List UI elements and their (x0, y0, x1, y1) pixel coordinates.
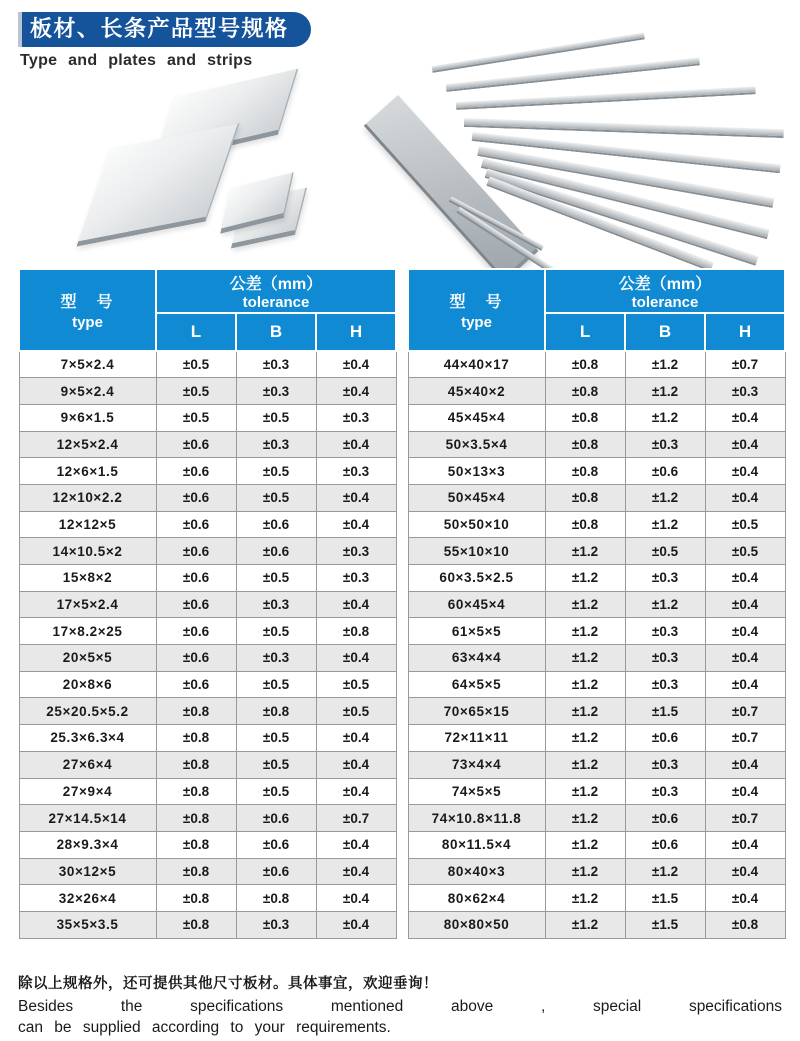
metal-plate-illustration (76, 123, 239, 246)
tolerance-cell: ±1.5 (625, 885, 705, 912)
tolerance-cell: ±0.6 (156, 431, 236, 458)
tolerance-cell: ±0.8 (545, 511, 625, 538)
page-title: 板材、长条产品型号规格 (30, 16, 289, 41)
table-row (19, 778, 396, 805)
type-cell: 60×3.5×2.5 (408, 565, 545, 592)
metal-strip-illustration (464, 118, 784, 138)
type-cell: 80×80×50 (408, 911, 545, 938)
type-cell: 44×40×17 (408, 351, 545, 378)
tolerance-cell: ±1.2 (545, 538, 625, 565)
tolerance-cell: ±0.8 (156, 725, 236, 752)
tolerance-cell: ±0.3 (236, 431, 316, 458)
tolerance-cell: ±0.6 (156, 591, 236, 618)
tolerance-cell: ±0.4 (316, 911, 396, 938)
col-header-B: B (236, 313, 316, 351)
tolerance-cell: ±0.4 (705, 778, 785, 805)
tolerance-cell: ±0.6 (236, 538, 316, 565)
tolerance-cell: ±0.4 (705, 565, 785, 592)
tolerance-cell: ±0.4 (705, 484, 785, 511)
table-row (408, 645, 785, 672)
tolerance-cell: ±0.4 (316, 378, 396, 405)
tolerance-cell: ±1.2 (545, 805, 625, 832)
tolerance-cell: ±1.2 (625, 858, 705, 885)
col-header-L: L (156, 313, 236, 351)
type-cell: 28×9.3×4 (19, 831, 156, 858)
table-row (19, 351, 396, 378)
type-cell: 30×12×5 (19, 858, 156, 885)
tolerance-cell: ±0.8 (545, 458, 625, 485)
tolerance-cell: ±0.3 (316, 565, 396, 592)
tolerance-cell: ±0.8 (156, 831, 236, 858)
type-cell: 80×40×3 (408, 858, 545, 885)
type-cell: 45×45×4 (408, 404, 545, 431)
tolerance-cell: ±0.8 (705, 911, 785, 938)
tolerance-cell: ±0.8 (156, 885, 236, 912)
type-cell: 12×5×2.4 (19, 431, 156, 458)
tolerance-cell: ±0.8 (156, 751, 236, 778)
tolerance-cell: ±0.8 (545, 431, 625, 458)
tolerance-cell: ±1.2 (545, 618, 625, 645)
tolerance-cell: ±0.7 (316, 805, 396, 832)
type-cell: 7×5×2.4 (19, 351, 156, 378)
tolerance-cell: ±0.3 (625, 778, 705, 805)
type-cell: 80×11.5×4 (408, 831, 545, 858)
tolerance-cell: ±0.4 (316, 725, 396, 752)
type-cell: 15×8×2 (19, 565, 156, 592)
type-label-en: type (461, 314, 492, 331)
tolerance-cell: ±0.6 (625, 831, 705, 858)
table-row (19, 698, 396, 725)
type-cell: 80×62×4 (408, 885, 545, 912)
type-cell: 25×20.5×5.2 (19, 698, 156, 725)
table-row (408, 751, 785, 778)
tolerance-cell: ±0.5 (236, 725, 316, 752)
tolerance-cell: ±0.3 (625, 618, 705, 645)
tolerance-cell: ±0.8 (236, 698, 316, 725)
tolerance-cell: ±0.5 (236, 671, 316, 698)
tolerance-cell: ±0.3 (236, 911, 316, 938)
table-row (19, 645, 396, 672)
table-row (408, 484, 785, 511)
table-row (19, 565, 396, 592)
type-cell: 17×5×2.4 (19, 591, 156, 618)
tolerance-cell: ±1.5 (625, 911, 705, 938)
tolerance-cell: ±0.3 (236, 645, 316, 672)
tolerance-cell: ±1.2 (545, 885, 625, 912)
col-header-H: H (705, 313, 785, 351)
tolerance-cell: ±0.3 (625, 431, 705, 458)
table-row (408, 885, 785, 912)
tolerance-cell: ±0.6 (625, 725, 705, 752)
type-cell: 20×8×6 (19, 671, 156, 698)
tolerance-cell: ±1.2 (625, 351, 705, 378)
tolerance-cell: ±0.5 (236, 458, 316, 485)
tolerance-cell: ±0.3 (236, 351, 316, 378)
spec-table-right (407, 268, 786, 939)
tolerance-cell: ±1.2 (545, 858, 625, 885)
tolerance-cell: ±0.6 (236, 858, 316, 885)
tolerance-cell: ±0.4 (316, 858, 396, 885)
type-cell: 74×5×5 (408, 778, 545, 805)
table-row (19, 911, 396, 938)
tolerance-cell: ±0.6 (156, 484, 236, 511)
col-header-H: H (316, 313, 396, 351)
tolerance-cell: ±0.8 (156, 858, 236, 885)
tolerance-cell: ±0.5 (236, 404, 316, 431)
type-column-header (408, 269, 545, 351)
footer-note-en-line2: can be supplied according to your requirements. (18, 1019, 391, 1036)
type-cell: 12×6×1.5 (19, 458, 156, 485)
table-row (408, 404, 785, 431)
col-header-B: B (625, 313, 705, 351)
tolerance-cell: ±0.6 (236, 805, 316, 832)
spec-tables (18, 268, 782, 939)
type-cell: 27×6×4 (19, 751, 156, 778)
tolerance-column-header (156, 269, 396, 313)
tolerance-cell: ±0.4 (316, 885, 396, 912)
type-cell: 73×4×4 (408, 751, 545, 778)
tolerance-cell: ±0.3 (625, 671, 705, 698)
tolerance-cell: ±0.6 (156, 618, 236, 645)
type-cell: 72×11×11 (408, 725, 545, 752)
tolerance-cell: ±0.6 (156, 538, 236, 565)
type-cell: 50×3.5×4 (408, 431, 545, 458)
tolerance-cell: ±0.4 (705, 671, 785, 698)
type-label-cn: 型 号 (449, 294, 504, 311)
tolerance-cell: ±1.2 (545, 911, 625, 938)
tolerance-cell: ±0.4 (316, 511, 396, 538)
type-label-cn: 型 号 (60, 294, 115, 311)
tolerance-cell: ±0.4 (705, 645, 785, 672)
table-row (408, 831, 785, 858)
table-row (19, 378, 396, 405)
tolerance-label-en: tolerance (631, 294, 699, 311)
tolerance-cell: ±0.6 (625, 458, 705, 485)
tolerance-cell: ±0.5 (236, 484, 316, 511)
tolerance-cell: ±0.4 (705, 831, 785, 858)
tolerance-cell: ±0.4 (705, 458, 785, 485)
table-row (19, 858, 396, 885)
table-row (19, 831, 396, 858)
type-cell: 50×13×3 (408, 458, 545, 485)
type-cell: 74×10.8×11.8 (408, 805, 545, 832)
tolerance-cell: ±0.5 (705, 511, 785, 538)
table-row (408, 591, 785, 618)
tolerance-cell: ±0.4 (316, 831, 396, 858)
tolerance-cell: ±0.4 (705, 858, 785, 885)
table-row (408, 725, 785, 752)
type-cell: 9×5×2.4 (19, 378, 156, 405)
table-row (19, 618, 396, 645)
table-row (408, 458, 785, 485)
tolerance-cell: ±0.5 (236, 618, 316, 645)
tolerance-cell: ±0.5 (156, 404, 236, 431)
table-row (408, 671, 785, 698)
tolerance-cell: ±0.5 (316, 698, 396, 725)
tolerance-cell: ±0.7 (705, 351, 785, 378)
footer-note (18, 972, 782, 1038)
table-row (19, 751, 396, 778)
type-cell: 50×45×4 (408, 484, 545, 511)
tolerance-cell: ±0.3 (625, 565, 705, 592)
tolerance-cell: ±0.4 (316, 778, 396, 805)
tolerance-cell: ±0.5 (625, 538, 705, 565)
tolerance-cell: ±0.4 (316, 351, 396, 378)
tolerance-cell: ±0.8 (156, 911, 236, 938)
table-row (408, 778, 785, 805)
table-row (408, 538, 785, 565)
type-cell: 27×9×4 (19, 778, 156, 805)
tolerance-cell: ±0.8 (545, 404, 625, 431)
table-row (19, 671, 396, 698)
table-row (408, 351, 785, 378)
tolerance-cell: ±0.8 (545, 484, 625, 511)
tolerance-cell: ±0.5 (156, 351, 236, 378)
tolerance-cell: ±0.3 (236, 591, 316, 618)
tolerance-cell: ±0.4 (316, 591, 396, 618)
tolerance-cell: ±0.3 (316, 458, 396, 485)
tolerance-cell: ±0.8 (545, 378, 625, 405)
tolerance-cell: ±0.6 (156, 645, 236, 672)
tolerance-cell: ±0.4 (316, 431, 396, 458)
type-cell: 25.3×6.3×4 (19, 725, 156, 752)
tolerance-cell: ±1.2 (545, 671, 625, 698)
tolerance-cell: ±0.8 (316, 618, 396, 645)
tolerance-cell: ±0.4 (316, 484, 396, 511)
page-subtitle: Type and plates and strips (20, 52, 253, 69)
table-row (408, 378, 785, 405)
type-label-en: type (72, 314, 103, 331)
page-title-bar (18, 12, 311, 47)
tolerance-cell: ±0.6 (156, 565, 236, 592)
table-row (19, 458, 396, 485)
type-cell: 64×5×5 (408, 671, 545, 698)
table-header (408, 269, 785, 351)
type-cell: 63×4×4 (408, 645, 545, 672)
tolerance-label-cn: 公差（mm） (618, 276, 712, 293)
table-row (408, 858, 785, 885)
type-cell: 20×5×5 (19, 645, 156, 672)
col-header-L: L (545, 313, 625, 351)
tolerance-cell: ±1.2 (545, 698, 625, 725)
tolerance-cell: ±0.5 (316, 671, 396, 698)
type-cell: 17×8.2×25 (19, 618, 156, 645)
tolerance-cell: ±0.8 (156, 805, 236, 832)
spec-table-body (19, 351, 396, 938)
table-row (408, 805, 785, 832)
tolerance-cell: ±1.2 (545, 831, 625, 858)
tolerance-cell: ±1.5 (625, 698, 705, 725)
tolerance-label-en: tolerance (242, 294, 310, 311)
table-row (19, 511, 396, 538)
tolerance-cell: ±1.2 (545, 778, 625, 805)
tolerance-cell: ±0.5 (236, 751, 316, 778)
table-row (19, 805, 396, 832)
tolerance-cell: ±0.4 (316, 751, 396, 778)
tolerance-cell: ±1.2 (625, 404, 705, 431)
tolerance-cell: ±0.3 (625, 751, 705, 778)
tolerance-cell: ±0.8 (156, 778, 236, 805)
tolerance-label-cn: 公差（mm） (229, 276, 323, 293)
type-cell: 55×10×10 (408, 538, 545, 565)
type-cell: 35×5×3.5 (19, 911, 156, 938)
type-cell: 70×65×15 (408, 698, 545, 725)
table-row (408, 431, 785, 458)
tolerance-cell: ±1.2 (625, 511, 705, 538)
tolerance-cell: ±0.5 (236, 778, 316, 805)
table-row (19, 404, 396, 431)
tolerance-cell: ±0.3 (316, 404, 396, 431)
tolerance-cell: ±1.2 (625, 591, 705, 618)
tolerance-cell: ±1.2 (545, 565, 625, 592)
spec-table-left (18, 268, 397, 939)
tolerance-cell: ±0.3 (236, 378, 316, 405)
type-cell: 27×14.5×14 (19, 805, 156, 832)
tolerance-column-header (545, 269, 785, 313)
tolerance-cell: ±0.3 (705, 378, 785, 405)
tolerance-cell: ±1.2 (625, 484, 705, 511)
tolerance-cell: ±0.5 (156, 378, 236, 405)
table-row (408, 618, 785, 645)
tolerance-cell: ±0.6 (156, 671, 236, 698)
tolerance-cell: ±0.6 (236, 511, 316, 538)
table-row (408, 911, 785, 938)
tolerance-cell: ±0.6 (156, 511, 236, 538)
type-cell: 60×45×4 (408, 591, 545, 618)
table-row (408, 565, 785, 592)
footer-note-en-line1: Besides the specifications mentioned above , special specifications (18, 998, 782, 1015)
tolerance-cell: ±1.2 (545, 591, 625, 618)
tolerance-cell: ±0.4 (705, 751, 785, 778)
table-header (19, 269, 396, 351)
metal-strip-illustration (456, 86, 756, 110)
table-row (19, 538, 396, 565)
tolerance-cell: ±0.6 (625, 805, 705, 832)
table-row (19, 725, 396, 752)
tolerance-cell: ±0.8 (236, 885, 316, 912)
type-cell: 12×10×2.2 (19, 484, 156, 511)
tolerance-cell: ±0.3 (316, 538, 396, 565)
tolerance-cell: ±0.4 (705, 431, 785, 458)
type-cell: 50×50×10 (408, 511, 545, 538)
tolerance-cell: ±0.6 (236, 831, 316, 858)
type-cell: 12×12×5 (19, 511, 156, 538)
tolerance-cell: ±0.5 (705, 538, 785, 565)
type-cell: 45×40×2 (408, 378, 545, 405)
footer-note-cn: 除以上规格外，还可提供其他尺寸板材。具体事宜，欢迎垂询！ (18, 976, 438, 992)
type-cell: 32×26×4 (19, 885, 156, 912)
tolerance-cell: ±1.2 (545, 645, 625, 672)
type-cell: 61×5×5 (408, 618, 545, 645)
spec-table-body (408, 351, 785, 938)
table-row (19, 431, 396, 458)
table-row (19, 885, 396, 912)
tolerance-cell: ±1.2 (625, 378, 705, 405)
tolerance-cell: ±0.4 (316, 645, 396, 672)
tolerance-cell: ±0.7 (705, 805, 785, 832)
tolerance-cell: ±0.6 (156, 458, 236, 485)
tolerance-cell: ±0.3 (625, 645, 705, 672)
tolerance-cell: ±1.2 (545, 751, 625, 778)
table-row (408, 698, 785, 725)
tolerance-cell: ±0.4 (705, 591, 785, 618)
tolerance-cell: ±1.2 (545, 725, 625, 752)
type-column-header (19, 269, 156, 351)
table-row (19, 484, 396, 511)
tolerance-cell: ±0.5 (236, 565, 316, 592)
tolerance-cell: ±0.4 (705, 404, 785, 431)
tolerance-cell: ±0.4 (705, 885, 785, 912)
table-row (19, 591, 396, 618)
tolerance-cell: ±0.8 (545, 351, 625, 378)
type-cell: 14×10.5×2 (19, 538, 156, 565)
table-row (408, 511, 785, 538)
tolerance-cell: ±0.7 (705, 698, 785, 725)
tolerance-cell: ±0.4 (705, 618, 785, 645)
tolerance-cell: ±0.7 (705, 725, 785, 752)
tolerance-cell: ±0.8 (156, 698, 236, 725)
type-cell: 9×6×1.5 (19, 404, 156, 431)
